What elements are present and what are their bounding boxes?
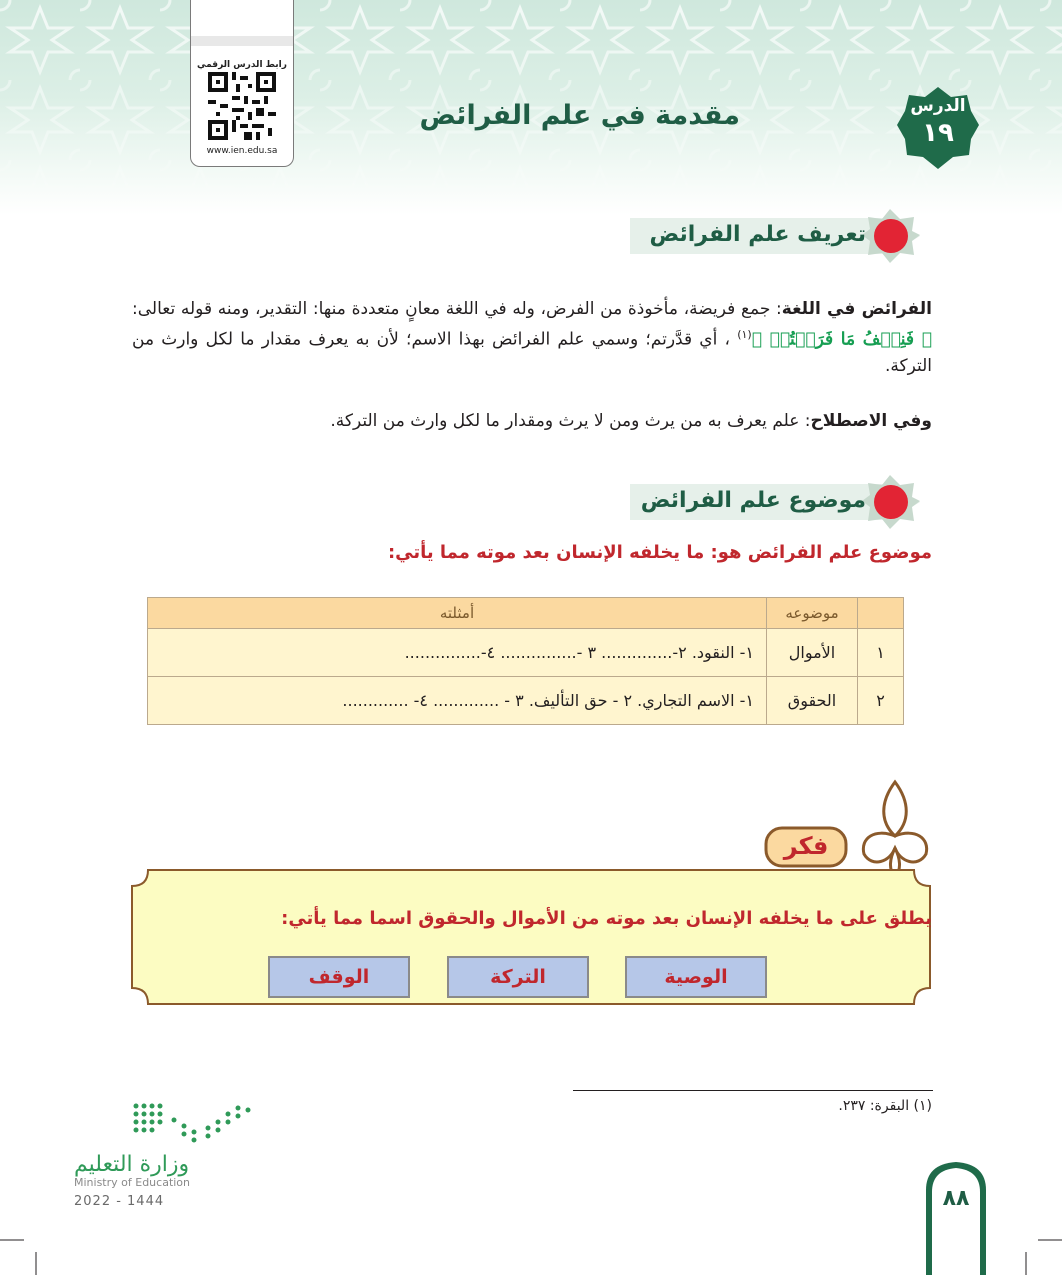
table-row — [148, 629, 904, 677]
quran-verse: ﴿ فَنِصۡفُ مَا فَرَضۡتُمۡ ﴾ — [751, 329, 932, 350]
term-language: الفرائض في اللغة — [781, 299, 933, 319]
footnote: (١) البقرة: ٢٣٧. — [838, 1098, 932, 1114]
qr-url[interactable]: www.ien.edu.sa — [206, 146, 278, 156]
section-heading-definition — [620, 208, 926, 264]
page-title: مقدمة في علم الفرائض — [419, 100, 740, 131]
ministry-name-english: Ministry of Education — [74, 1176, 191, 1189]
option-tarika[interactable]: التركة — [447, 956, 589, 998]
row-examples[interactable]: ١- الاسم التجاري. ٢ - حق التأليف. ٣ - ............. ٤- ............. — [148, 677, 767, 725]
page-number: ٨٨ — [942, 1186, 970, 1211]
ministry-name-arabic: وزارة التعليم — [74, 1152, 190, 1177]
page-number-tab — [924, 1160, 988, 1275]
text-segment: : علم يعرف به من يرث ومن لا يرث ومقدار ما لكل وارث من التركة. — [330, 411, 811, 431]
row-subject: الحقوق — [767, 677, 858, 725]
row-subject: الأموال — [767, 629, 858, 677]
option-wasiyya[interactable]: الوصية — [625, 956, 767, 998]
section-heading-label: موضوع علم الفرائض — [640, 488, 866, 513]
table-row — [148, 677, 904, 725]
think-label: فكر — [783, 832, 829, 860]
paragraph-term-definition — [132, 408, 932, 434]
examples-table — [147, 597, 904, 725]
qr-label: رابط الدرس الرقمي — [197, 60, 287, 70]
lesson-number: ١٩ — [922, 118, 954, 148]
section-heading-label: تعريف علم الفرائض — [649, 222, 866, 247]
term-technical: وفي الاصطلاح — [810, 411, 932, 431]
table-header-row — [148, 598, 904, 629]
footnote-divider — [573, 1090, 933, 1091]
header-number — [858, 598, 904, 629]
qr-decoration — [191, 0, 293, 60]
header-subject: موضوعه — [767, 598, 858, 629]
option-waqf[interactable]: الوقف — [268, 956, 410, 998]
row-examples[interactable]: ١- النقود. ٢-.............. ٣ -............... ٤-............... — [148, 629, 767, 677]
footnote-ref: (١) — [737, 328, 752, 341]
section-heading-subject — [620, 474, 926, 530]
text-segment: : جمع فريضة، مأخوذة من الفرض، وله في اللغة معانٍ متعددة منها: التقدير، ومنه قوله تعالى: — [132, 299, 782, 319]
row-number: ١ — [858, 629, 904, 677]
row-number: ٢ — [858, 677, 904, 725]
paragraph-language-definition — [132, 296, 932, 379]
ornament-icon — [850, 778, 940, 878]
qr-card[interactable] — [190, 0, 294, 167]
header-examples: أمثلته — [148, 598, 767, 629]
think-prompt: يطلق على ما يخلفه الإنسان بعد موته من الأموال والحقوق اسما مما يأتي: — [281, 908, 932, 929]
ministry-year: 2022 - 1444 — [74, 1194, 165, 1209]
text-segment: ، أي قدَّرتم؛ وسمي علم الفرائض بهذا الاسم؛ لأن به يعرف مقدار ما لكل وارث من التركة. — [132, 329, 932, 376]
subject-statement: موضوع علم الفرائض هو: ما يخلفه الإنسان بعد موته مما يأتي: — [387, 542, 932, 563]
lesson-word: الدرس — [910, 96, 966, 116]
ministry-logo-icon — [74, 1100, 254, 1146]
qr-code-icon[interactable] — [208, 72, 276, 140]
